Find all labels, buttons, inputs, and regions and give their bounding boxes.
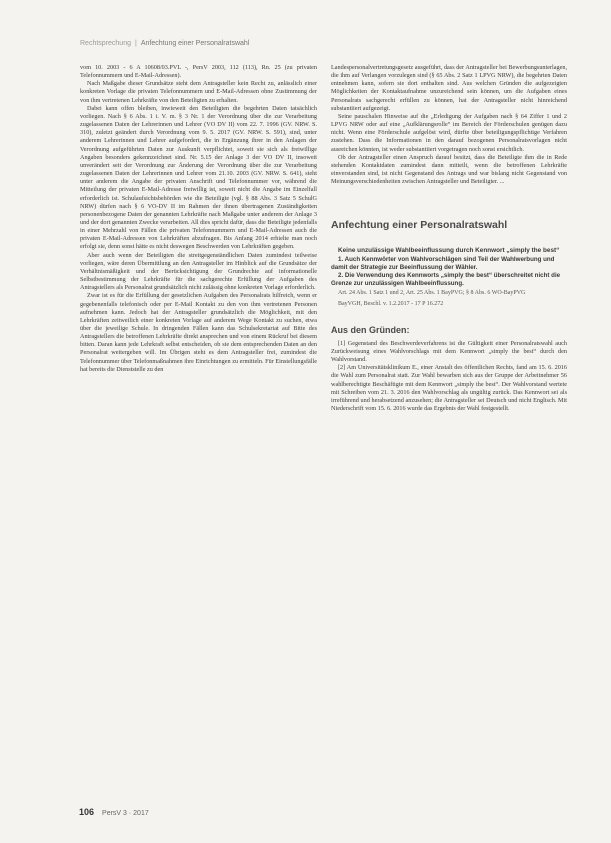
body-paragraph: [1] Gegenstand des Beschwerdeverfahrens ist die Gültigkeit einer Personalratswahl auch Zurückweisung eines Wahlvorschlags mit dem Kennwort „simply the best“ durch den Wahlvorstand. xyxy=(331,339,567,364)
page-footer xyxy=(79,807,149,817)
journal-issue: PersV 3 · 2017 xyxy=(102,810,149,817)
statute-reference: Art. 24 Abs. 1 Satz 1 und 2, Art. 25 Abs. 1 BayPVG; § 8 Abs. 6 WO-BayPVG xyxy=(338,289,526,296)
reasons-title: Aus den Gründen: xyxy=(331,324,410,335)
body-paragraph: Ob der Antragsteller einen Anspruch darauf besitzt, dass die Beteiligte ihm die in Rede stehenden Kontaktdaten zumindest dann mitteilt, wenn die betroffenen Lehrkräfte einverstanden sind, ist nicht Gegenstand des Antrags und war bislang nicht Gegenstand von Meinungsverschiedenheiten zwischen Antragsteller und Beteiligter. ... xyxy=(331,153,567,186)
body-paragraph: Zwar ist es für die Erfüllung der gesetzlichen Aufgaben des Personalrats hilfreich, wenn er gegebenenfalls telefonisch oder per E-Mail Kontakt zu den von ihm vertretenen Personen aufnehmen kann. Jedoch hat der Antragsteller grundsätzlich die Möglichkeit, mit den Lehrkräften zeitweilich einer konkreten Vorlage auf anderem Wege Kontakt zu suchen, etwa über die jeweilige Schule. In dringenden Fällen kann das Schulsekretariat auf Bitte des Antragstellers die betroffenen Lehrkräfte direkt ansprechen und von einem Rückruf bei diesem bitten. Daran kann jede Lehrkraft selbst entscheiden, ob sie dem entsprechenden Daten an den Personalrat weitergeben will. Im Übrigen steht es dem Antragsteller frei, zumindest die Telefonnummer über Telefonmaßnahmen ihre Einrichtungen zu ermitteln. Für Einstellungsfälle hat bereits die Dienststelle zu den xyxy=(80,292,317,373)
decision-lead: Keine unzulässige Wahlbeeinflussung durch Kennwort „simply the best“ xyxy=(338,247,560,255)
headnote-item: 2. Die Verwendung des Kennworts „simply the best“ überschreitet nicht die Grenze zur unzulässigen Wahlbeeinflussung. xyxy=(331,272,561,288)
section-title: Anfechtung einer Personalratswahl xyxy=(331,219,508,232)
body-paragraph: Nach Maßgabe dieser Grundsätze steht dem Antragsteller kein Recht zu, anlässlich einer konkreten Vorlage die privaten Telefonnummern und E-Mail-Adressen ohne Zustimmung der von ihm vertretenen Lehrkräfte von den Beteiligten zu erhalten. xyxy=(80,80,317,104)
body-paragraph: Seine pauschalen Hinweise auf die „Erledigung der Aufgaben nach § 64 Ziffer 1 und 2 LPVG NRW oder auf eine „Aufklärungsrolle“ im Bereich der Förderschulen genügen dazu nicht. Wenn eine Förderschule aufgelöst wird, dürfte über beteiligungspflichtige Verfahren zustehen. Dass die Informationen in den darauf bezogenen Personalratsvorlagen nicht ausreichen könnten, ist weder substantiiert vorgetragen noch sonst ersichtlich. xyxy=(331,112,567,153)
page-number: 106 xyxy=(79,807,95,817)
body-paragraph: vom 10. 2003 - 6 A 10608/03.PVL -, PersV 2003, 112 (113), Rn. 25 (zu privaten Telefonnummern und E-Mail-Adressen). xyxy=(80,64,317,80)
reasons-body xyxy=(331,340,567,413)
court-reference: BayVGH, Beschl. v. 1.2.2017 - 17 P 16.272 xyxy=(338,300,444,307)
body-paragraph: [2] Am Universitätsklinikum E., einer Anstalt des öffentlichen Rechts, fand am 15. 6. 2016 die Wahl zum Personalrat statt. Zur Wahl bewarben sich aus der Gruppe der Arbeitnehmer 56 wahlberechtigte Beschäftigte mit dem Kennwort „simply the best“. Der Wahlvorstand wertete mit Schreiben vom 21. 3. 2016 den Wahlvorschlag als ungültig zurück. Das Kennwort sei als irreführend und herabsetzend anzusehen; die Antragsteller sei Deutsch und nicht Englisch. Mit Niederschrift vom 15. 6. 2016 wurde das Ergebnis der Wahl festgestellt. xyxy=(331,364,567,412)
body-paragraph: Dabei kann offen bleiben, inwieweit den Beteiligten die begehrten Daten tatsächlich vorliegen. Nach § 6 Abs. 1 i. V. m. § 3 Nr. 1 der Verordnung über die zur Verarbeitung zugelassenen Daten der Lehrerinnen und Lehrer (VO DV II) vom 22. 7. 1996 (GV. NRW. S. 310), zuletzt geändert durch Verordnung vom 9. 5. 2017 (GV. NRW. S. 591), sind, unter anderem Lehrerinnen und Lehrer aufgefordert, die in Ergänzung ihrer in den Anlagen der Verordnung aufgeführten Daten zur Auskunft verpflichtet, soweit sie sich als freiwillige Angaben besonders gekennzeichnet sind. Nr. 5.15 der Anlage 3 der VO DV II, insoweit unverändert seit der Verordnung zur Änderung der Verordnung über die zur Verarbeitung zugelassenen Daten der Lehrerinnen und Lehrer vom 21.10. 2003 (GV. NRW. S. 641), sieht unter anderem die Angabe der privaten Anschrift und Telefonnummer vor, während die Mitteilung der privaten E-Mail-Adresse freiwillig ist, soweit nicht die Angabe im Einzelfall erforderlich ist. Schulaufsichtsbehörden wie die Beteiligte (vgl. § 88 Abs. 3 Satz 5 SchulG NRW) dürfen nach § 6 VO-DV II im Rahmen der ihnen übertragenen Zuständigkeiten personenbezogene Daten der genannten Lehrkräfte nach Maßgabe unter anderem der Anlage 3 und der dort genannten Zwecke verarbeiten. All dies spricht dafür, dass die Beteiligte jedenfalls in einer Mehrzahl von Fällen die privaten Telefonnummern und E-Mail-Adressen auch die privaten E-Mail-Adressen von Lehrkräften abzufragen. Bis Anfang 2014 erhielte man noch erfolgt sie, denn sonst hätte es nicht deswegen Beschwerden von Lehrkräften gegeben. xyxy=(80,104,317,251)
header-section: Rechtsprechung xyxy=(80,39,131,47)
body-paragraph: Aber auch wenn der Beteiligten die streitgegenständlichen Daten zumindest teilweise vorliegen, wäre deren Übermittlung an den Antragsteller im Hinblick auf die Grundsätze der Verhältnismäßigkeit und der Berücksichtigung der Grundrechte auf informationelle Selbstbestimmung der Lehrkräfte für die sachgerechte Erfüllung der Aufgaben des Antragstellers als Personalrat grundsätzlich nicht zulässig ohne konkreten Vorlage erforderlich. xyxy=(80,251,317,292)
headnote-item: 1. Auch Kennwörter von Wahlvorschlägen sind Teil der Wahlwerbung und damit der Strategie zur Beeinflussung der Wähler. xyxy=(331,255,555,271)
right-column xyxy=(331,64,567,413)
body-paragraph: Landespersonalvertretungsgesetz ausgeführt, dass der Antragsteller bei Bewerbungsunterlagen, die ihm auf Verlangen vorzulegen sind (§ 65 Abs. 2 Satz 1 LPVG NRW), die begehrten Daten entnehmen kann, sofern sie dort enthalten sind. Aus welchen Gründen die aufgezeigten Möglichkeiten der Kontaktaufnahme unzureichend sein können, um die Aufgaben eines Personalrats sachgerecht erfüllen zu können, hat der Antragsteller nicht hinreichend substantiiert aufgezeigt. xyxy=(331,64,567,112)
running-header xyxy=(80,37,540,49)
header-separator: | xyxy=(134,39,137,47)
header-title: Anfechtung einer Personalratswahl xyxy=(140,39,250,47)
left-column xyxy=(80,64,317,374)
